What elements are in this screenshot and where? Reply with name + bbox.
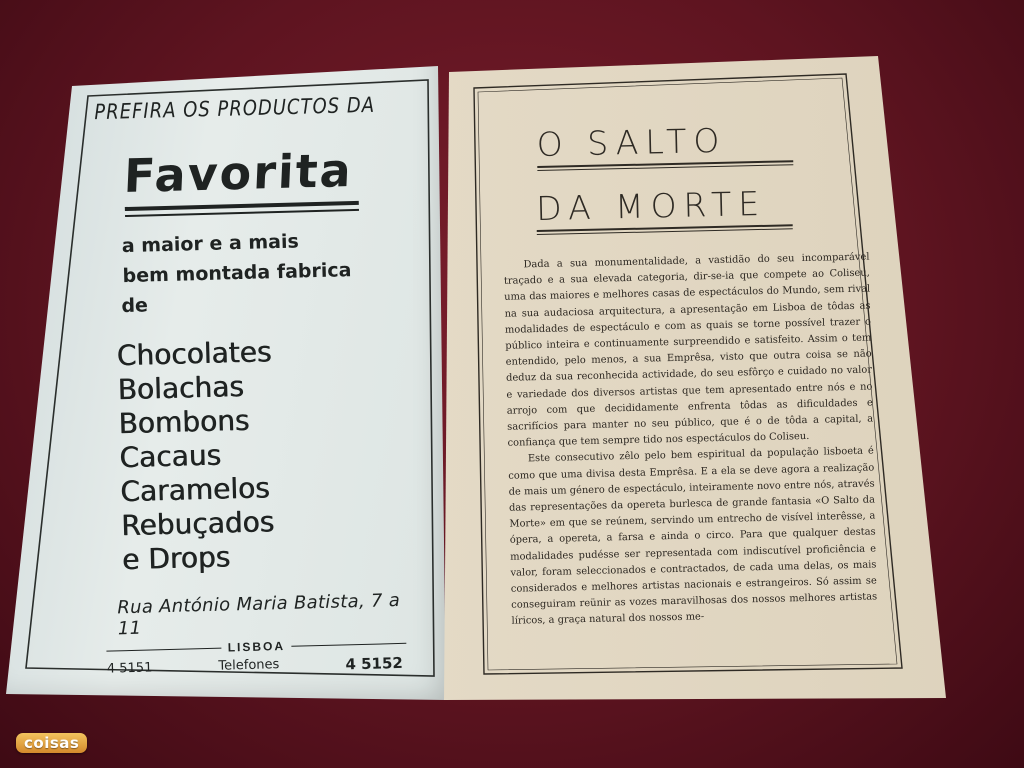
phone-number: 4 5152	[345, 653, 404, 674]
phone-number: 4 5151	[106, 660, 153, 677]
product-item: Rebuçados	[120, 505, 275, 543]
tagline-line: bem montada fabrica	[122, 259, 352, 288]
product-item: Cacaus	[118, 438, 222, 475]
phone-label: Telefones	[218, 657, 280, 674]
tagline-line: de	[121, 294, 149, 318]
product-item: e Drops	[121, 540, 231, 577]
divider	[291, 642, 406, 646]
product-list	[116, 331, 428, 577]
product-item: Chocolates	[116, 335, 272, 373]
brand-underline	[125, 201, 359, 217]
favorita-advert	[86, 91, 431, 679]
divider	[106, 647, 221, 651]
article-body	[503, 250, 877, 631]
city-name: LISBOA	[227, 638, 286, 655]
watermark-logo: coisas	[16, 733, 87, 753]
product-item: Caramelos	[119, 471, 271, 509]
programme-text	[494, 101, 886, 630]
paragraph: Este consecutivo zêlo pelo bem espiritual da população lisboeta é como que uma divisa desta Emprêsa. E a ela se deve agora a realização de mais um género de espectáculo, inteiramente novo entre nós, através das representações da opereta burlesca de grande fantasia «O Salto da Morte» em que se reúnem, servindo um entrecho de visível interêsse, a ópera, a opereta, a farsa e ainda o circo. Para que qualquer destas modalidades pudésse ser representada com indiscutível proficiência e valor, foram seleccionados e contractados, de cada uma delas, os mais considerados e melhores artistas nacionais e estrangeiros. Só assim se conseguiram reünir as vozes maravilhosas dos nossos melhores artistas líricos, a graça natural dos nossos me-	[508, 445, 878, 628]
paragraph: Dada a sua monumentalidade, a vastidão do seu incomparável traçado e a sua elevada categoria, dir-se-ia que compete ao Coliseu, uma das maiores e melhores casas de espectáculos do Mundo, sem rival na sua audaciosa arquitectura, a apresentação em Lisboa de tôdas as modalidades de espectáculo e com as quais se torne possível trazer o público inteira e continuamente surpreendido e satisfeito. Assim o tem entendido, pelo menos, a sua Emprêsa, visto que outra coisa se não deduz da sua reconhecida actividade, do seu esfôrço e cuidado no valor e variedade dos diversos artistas que tem apresentado entre nós e no arrojo com que decididamente enfrenta tôdas as dificuldades e sacrifícios para manter no seu público, que é o de tôda a capital, a confiança que tem sempre tido nos espectáculos do Coliseu.	[503, 251, 874, 450]
title-line: O SALTO	[536, 120, 727, 165]
tagline-line: a maior e a mais	[121, 230, 300, 258]
tagline	[121, 223, 421, 321]
title-line: DA MORTE	[535, 183, 767, 229]
product-item: Bombons	[118, 403, 250, 441]
brand-name: Favorita	[122, 143, 354, 204]
advert-header: PREFIRA OS PRODUCTOS DA	[93, 91, 376, 125]
address: Rua António Maria Batista, 7 a 11	[117, 589, 401, 640]
product-item: Bolachas	[117, 369, 245, 407]
